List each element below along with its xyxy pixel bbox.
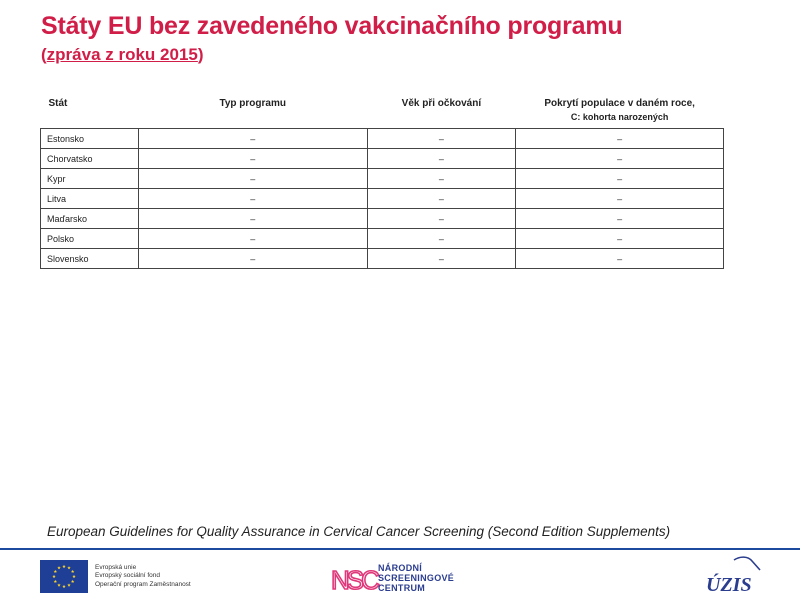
cell-vaccination-age: – xyxy=(367,209,516,229)
column-header-vaccination-age: Věk při očkování xyxy=(401,98,482,109)
column-header-program-type: Typ programu xyxy=(219,98,286,109)
vaccination-table xyxy=(40,94,724,269)
table-row xyxy=(41,149,724,169)
subtitle-paren-close: ) xyxy=(197,45,204,64)
footer-divider xyxy=(0,548,800,550)
table-row xyxy=(41,129,724,149)
cell-coverage: – xyxy=(516,249,724,269)
cell-coverage: – xyxy=(516,129,724,149)
uzis-swoosh-icon xyxy=(734,557,760,570)
nsc-line: CENTRUM xyxy=(378,583,426,593)
uzis-logo xyxy=(700,556,762,596)
cell-state: Kypr xyxy=(41,169,139,189)
cell-program-type: – xyxy=(138,249,367,269)
cell-program-type: – xyxy=(138,149,367,169)
cell-state: Litva xyxy=(41,189,139,209)
cell-state: Estonsko xyxy=(41,129,139,149)
subtitle-paren-open: ( xyxy=(41,45,47,64)
cell-coverage: – xyxy=(516,229,724,249)
eu-funding-text xyxy=(95,564,191,589)
column-header-coverage xyxy=(516,94,724,129)
cell-program-type: – xyxy=(138,169,367,189)
uzis-logo-text: ÚZIS xyxy=(706,574,752,596)
page-title: Státy EU bez zavedeného vakcinačního programu xyxy=(41,12,623,40)
nsc-logo xyxy=(330,558,454,598)
cell-program-type: – xyxy=(138,189,367,209)
cell-program-type: – xyxy=(138,129,367,149)
table-row xyxy=(41,169,724,189)
column-header-state: Stát xyxy=(48,98,68,109)
cell-coverage: – xyxy=(516,209,724,229)
cell-state: Polsko xyxy=(41,229,139,249)
cell-vaccination-age: – xyxy=(367,169,516,189)
subtitle-text: zpráva z roku 2015 xyxy=(46,45,198,64)
nsc-mark-icon xyxy=(330,562,377,595)
cell-program-type: – xyxy=(138,209,367,229)
nsc-text xyxy=(378,563,454,593)
eu-line: Evropská unie xyxy=(95,564,137,571)
cell-vaccination-age: – xyxy=(367,129,516,149)
cell-vaccination-age: – xyxy=(367,149,516,169)
cell-coverage: – xyxy=(516,169,724,189)
cell-program-type: – xyxy=(138,229,367,249)
cell-state: Maďarsko xyxy=(41,209,139,229)
table-header-row xyxy=(41,94,724,129)
nsc-line: NÁRODNÍ xyxy=(378,563,423,573)
cell-vaccination-age: – xyxy=(367,229,516,249)
cell-vaccination-age: – xyxy=(367,189,516,209)
nsc-line: SCREENINGOVÉ xyxy=(378,573,455,583)
eu-line: Operační program Zaměstnanost xyxy=(95,580,191,588)
source-note: European Guidelines for Quality Assurance in Cervical Cancer Screening (Second Edition Supplements) xyxy=(47,524,671,539)
cell-coverage: – xyxy=(516,189,724,209)
cell-state: Slovensko xyxy=(41,249,139,269)
table-row xyxy=(41,189,724,209)
column-header-coverage-label: Pokrytí populace v daném roce, xyxy=(544,98,695,109)
table-row xyxy=(41,249,724,269)
nsc-mark-text: NSC xyxy=(331,565,377,595)
table-row xyxy=(41,229,724,249)
eu-line: Evropský sociální fond xyxy=(95,572,161,580)
cell-state: Chorvatsko xyxy=(41,149,139,169)
page-subtitle xyxy=(41,45,204,65)
table-row xyxy=(41,209,724,229)
column-header-coverage-sub: C: kohorta narozených xyxy=(570,112,669,122)
eu-flag-icon xyxy=(40,560,88,593)
cell-coverage: – xyxy=(516,149,724,169)
cell-vaccination-age: – xyxy=(367,249,516,269)
